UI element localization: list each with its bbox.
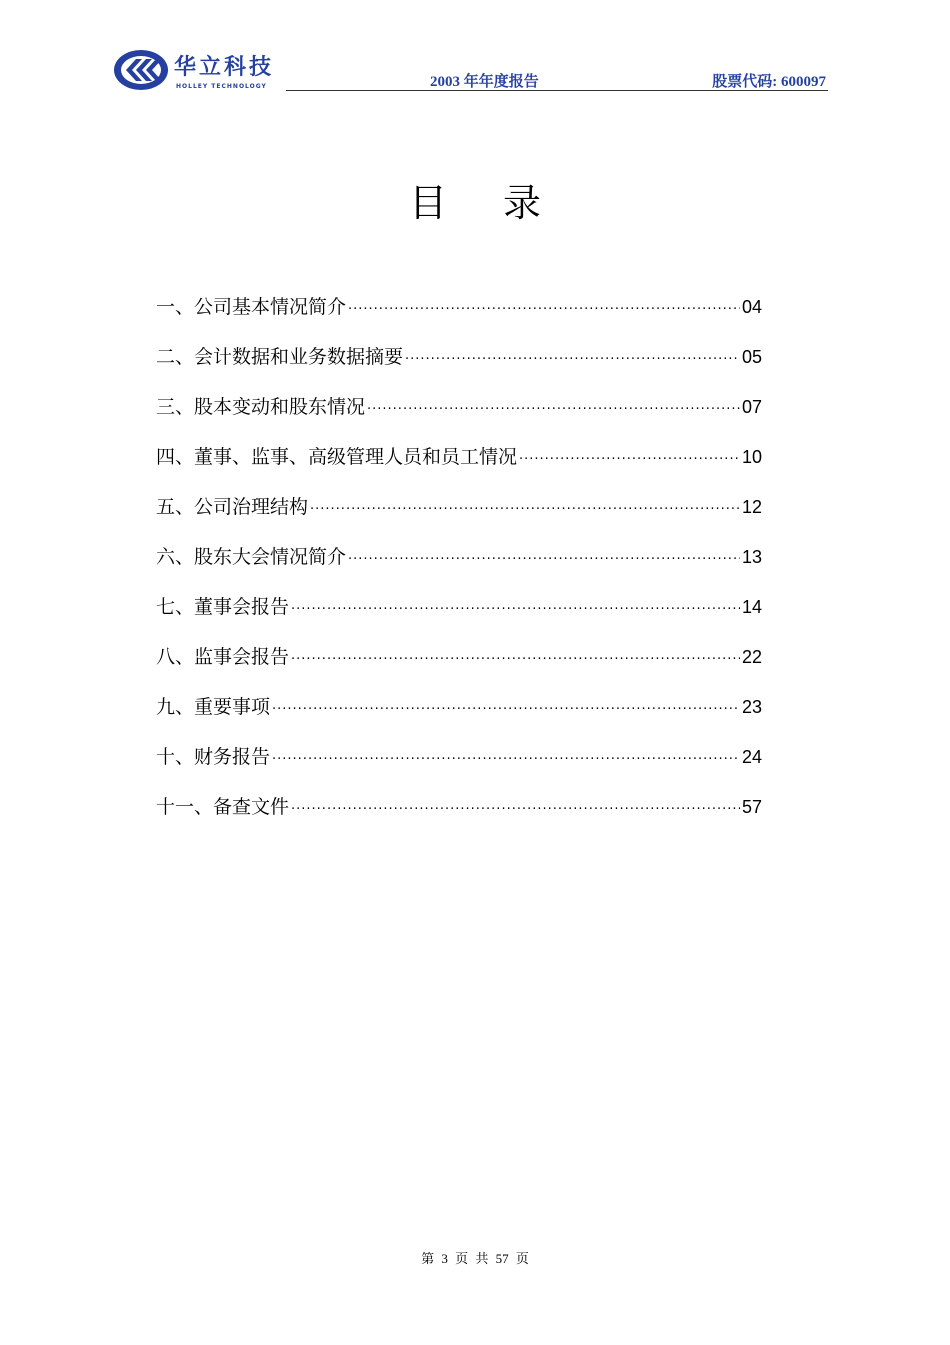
toc-entry-label: 九、重要事项 — [156, 696, 271, 718]
toc-leader-dots — [367, 402, 740, 417]
report-title: 2003 年年度报告 — [430, 74, 539, 90]
toc-entry-page: 12 — [741, 497, 762, 517]
toc-leader-dots — [348, 302, 740, 317]
toc-leader-dots — [405, 352, 740, 367]
toc-entry-page: 14 — [741, 597, 762, 617]
toc-entry-page: 07 — [741, 397, 762, 417]
toc-entry-label: 四、董事、监事、高级管理人员和员工情况 — [156, 446, 518, 468]
toc-leader-dots — [291, 652, 740, 667]
page-header — [112, 46, 828, 96]
header-rule — [286, 90, 828, 91]
toc-entry[interactable] — [156, 592, 762, 642]
toc-entry[interactable] — [156, 742, 762, 792]
toc-entry[interactable] — [156, 392, 762, 442]
toc-entry-page: 13 — [741, 547, 762, 567]
toc-entry-label: 一、公司基本情况简介 — [156, 296, 347, 318]
company-logo — [112, 46, 287, 94]
page-footer: 第 3 页 共 57 页 — [421, 1251, 529, 1266]
toc-entry-page: 10 — [741, 447, 762, 467]
toc-leader-dots — [272, 702, 740, 717]
toc-leader-dots — [291, 802, 740, 817]
toc-entry-page: 23 — [741, 697, 762, 717]
toc-entry-page: 05 — [741, 347, 762, 367]
toc-entry[interactable] — [156, 492, 762, 542]
toc-entry-page: 24 — [741, 747, 762, 767]
toc-leader-dots — [519, 452, 740, 467]
logo-chinese-name: 华立科技 — [174, 55, 275, 80]
toc-entry-page: 57 — [741, 797, 762, 817]
toc-entry-label: 三、股本变动和股东情况 — [156, 396, 366, 418]
toc-entry[interactable] — [156, 342, 762, 392]
toc-entry-label: 八、监事会报告 — [156, 646, 290, 668]
logo-english-name: HOLLEY TECHNOLOGY — [176, 83, 267, 90]
toc-leader-dots — [291, 602, 740, 617]
toc-entry[interactable] — [156, 542, 762, 592]
toc-title: 目录 — [408, 181, 597, 225]
toc-entry-label: 五、公司治理结构 — [156, 496, 309, 518]
holley-logo-icon — [112, 48, 170, 92]
toc-entry-label: 十、财务报告 — [156, 746, 271, 768]
toc-entry-label: 十一、备查文件 — [156, 796, 290, 818]
toc-entry-label: 六、股东大会情况简介 — [156, 546, 347, 568]
stock-code: 股票代码: 600097 — [712, 74, 826, 90]
toc-entry[interactable] — [156, 292, 762, 342]
toc-entry[interactable] — [156, 442, 762, 492]
toc-entry[interactable] — [156, 642, 762, 692]
toc-leader-dots — [348, 552, 740, 567]
toc-entry-label: 二、会计数据和业务数据摘要 — [156, 346, 404, 368]
toc-entry-label: 七、董事会报告 — [156, 596, 290, 618]
toc-entry-page: 04 — [741, 297, 762, 317]
toc-entry[interactable] — [156, 792, 762, 842]
toc-entry-page: 22 — [741, 647, 762, 667]
toc-leader-dots — [310, 502, 740, 517]
table-of-contents — [156, 292, 762, 842]
toc-leader-dots — [272, 752, 740, 767]
toc-entry[interactable] — [156, 692, 762, 742]
